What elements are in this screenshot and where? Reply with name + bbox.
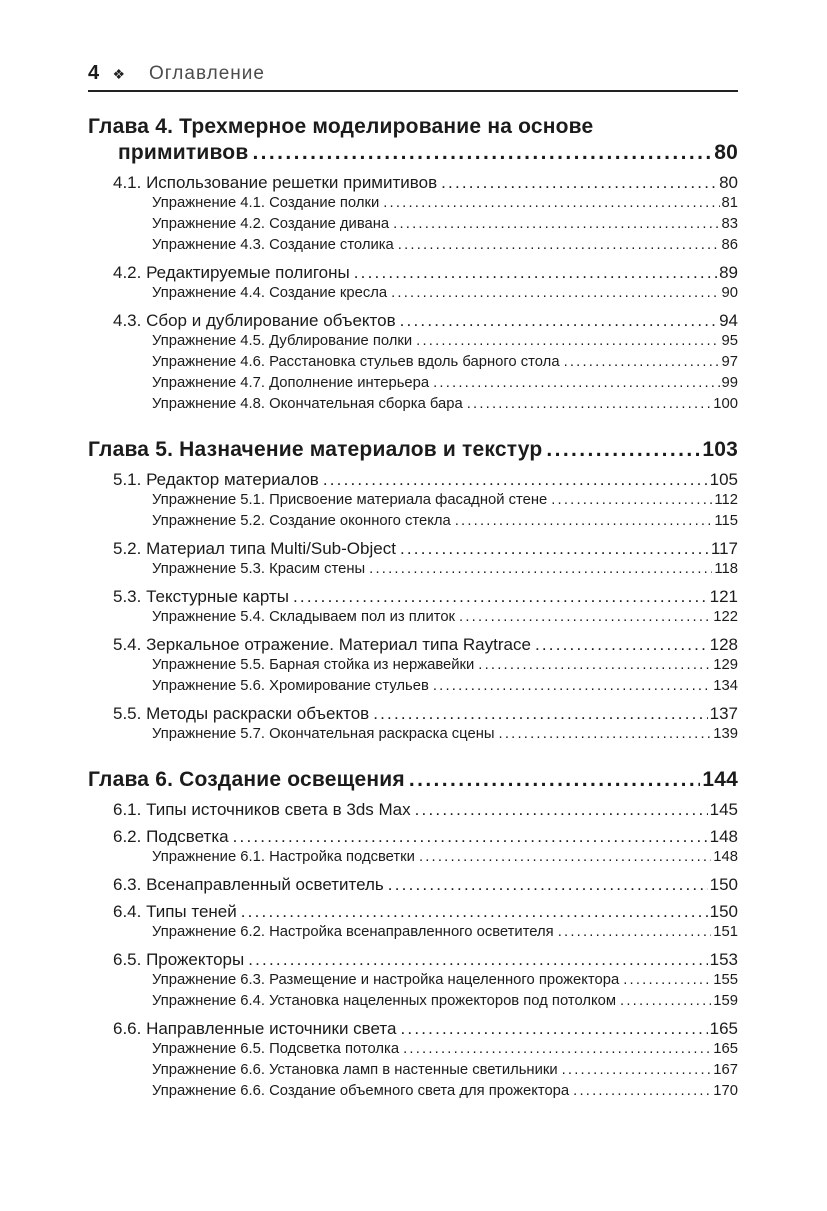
toc-entry-section [113,949,738,970]
toc-entry-page-number: 144 [702,768,738,791]
toc-entry-exercise [152,559,738,580]
toc-entry-section [113,826,738,847]
toc-entry-title: 6.1. Типы источников света в 3ds Max [113,800,411,819]
toc-entry-title: Упражнение 4.1. Создание полки [152,195,380,211]
toc-entry-title: Упражнение 5.7. Окончательная раскраска сцены [152,726,495,742]
dot-leader [406,767,701,793]
toc-entry-title: Упражнение 6.6. Установка ламп в настенные светильники [152,1062,558,1078]
dot-leader [620,970,711,991]
dot-leader [543,437,700,463]
toc-entry-section [113,799,738,820]
toc-entry-section [113,172,738,193]
toc-entry-exercise [152,1081,738,1102]
toc-entry-chapter [88,437,738,463]
toc-entry-page-number: 150 [709,875,738,894]
toc-entry-title: Упражнение 5.3. Красим стены [152,561,366,577]
dot-leader [249,140,712,166]
dot-leader [370,703,707,724]
toc-entry-title: Упражнение 5.2. Создание оконного стекла [152,513,451,529]
toc-entry-page-number: 129 [713,657,738,673]
toc-entry-page-number: 83 [721,216,738,232]
toc-entry-page-number: 148 [709,827,738,846]
toc-entry-title: 4.1. Использование решетки примитивов [113,173,438,192]
toc-entry-title: Упражнение 4.3. Создание столика [152,237,394,253]
dot-leader [430,373,719,394]
diamond-separator-icon: ❖ [112,66,125,82]
dot-leader [532,634,708,655]
toc-entry-page-number: 153 [709,950,738,969]
dot-leader [385,874,708,895]
dot-leader [456,607,711,628]
dot-leader [397,1018,707,1039]
toc-entry-section [113,310,738,331]
toc-entry-title: 5.3. Текстурные карты [113,587,289,606]
toc-entry-title: 6.3. Всенаправленный осветитель [113,875,384,894]
toc-entry-title: 6.5. Прожекторы [113,950,245,969]
toc-entry-page-number: 97 [721,354,738,370]
dot-leader [366,559,712,580]
toc-entry-page-number: 155 [713,972,738,988]
toc-entry-title: Упражнение 4.2. Создание дивана [152,216,390,232]
toc-entry-page-number: 165 [709,1019,738,1038]
toc-entry-section [113,901,738,922]
toc-entry-page-number: 86 [721,237,738,253]
dot-leader [388,283,719,304]
toc-entry-exercise [152,283,738,304]
toc-entry-title: Упражнение 4.7. Дополнение интерьера [152,375,430,391]
toc-entry-exercise [152,352,738,373]
toc-entry-title: Упражнение 6.5. Подсветка потолка [152,1041,400,1057]
dot-leader [320,469,708,490]
toc-entry-page-number: 121 [709,587,738,606]
toc-entry-chapter [88,114,738,166]
toc-entry-page-number: 122 [713,609,738,625]
toc-entry-title: 4.3. Сбор и дублирование объектов [113,311,396,330]
toc-entry-title: 5.5. Методы раскраски объектов [113,704,370,723]
toc-entry-title: Упражнение 6.6. Создание объемного света для прожектора [152,1083,570,1099]
toc-entry-exercise [152,970,738,991]
toc-entry-page-number: 137 [709,704,738,723]
toc-entry-page-number: 134 [713,678,738,694]
dot-leader [548,490,712,511]
page-header [88,62,738,85]
toc-entry-section [113,262,738,283]
dot-leader [430,676,711,697]
toc-entry-page-number: 139 [713,726,738,742]
dot-leader [290,586,708,607]
toc-entry-page-number: 94 [719,311,738,330]
table-of-contents [88,114,738,1102]
toc-entry-section [113,634,738,655]
dot-leader [245,949,707,970]
toc-entry-title: Упражнение 5.6. Хромирование стульев [152,678,429,694]
toc-entry-page-number: 118 [714,561,738,577]
toc-entry-exercise [152,1060,738,1081]
toc-entry-title: Упражнение 5.4. Складываем пол из плиток [152,609,456,625]
dot-leader [561,352,720,373]
toc-entry-title-line2: примитивов [118,141,249,164]
toc-entry-title: 6.6. Направленные источники света [113,1019,397,1038]
toc-entry-section [113,874,738,895]
toc-entry-exercise [152,922,738,943]
toc-entry-exercise [152,607,738,628]
toc-entry-exercise [152,655,738,676]
header-rule [88,90,738,92]
toc-entry-exercise [152,1039,738,1060]
toc-entry-chapter [88,767,738,793]
dot-leader [475,655,711,676]
toc-entry-section [113,469,738,490]
toc-entry-title: Упражнение 6.2. Настройка всенаправленного осветителя [152,924,554,940]
toc-entry-exercise [152,511,738,532]
toc-entry-exercise [152,373,738,394]
page-number: 4 [88,62,100,84]
dot-leader [559,1060,712,1081]
dot-leader [400,1039,711,1060]
toc-entry-title: Упражнение 6.4. Установка нацеленных прожекторов под потолком [152,993,617,1009]
toc-entry-section [113,1018,738,1039]
dot-leader [390,214,719,235]
toc-entry-exercise [152,214,738,235]
toc-entry-page-number: 105 [709,470,738,489]
toc-entry-page-number: 165 [713,1041,738,1057]
toc-entry-title: Упражнение 5.5. Барная стойка из нержавейки [152,657,475,673]
toc-entry-section [113,703,738,724]
toc-entry-page-number: 151 [713,924,738,940]
dot-leader [397,310,717,331]
dot-leader [570,1081,711,1102]
toc-entry-title: 5.1. Редактор материалов [113,470,319,489]
toc-entry-page-number: 117 [710,539,738,558]
toc-entry-page-number: 167 [713,1062,738,1078]
toc-entry-page-number: 112 [714,492,738,508]
toc-entry-page-number: 145 [709,800,738,819]
toc-entry-title: Глава 5. Назначение материалов и текстур [88,438,543,461]
toc-entry-title: Упражнение 6.1. Настройка подсветки [152,849,415,865]
toc-entry-title: 5.2. Материал типа Multi/Sub-Object [113,539,396,558]
dot-leader [230,826,708,847]
toc-entry-page-number: 90 [721,285,738,301]
dot-leader [238,901,708,922]
toc-entry-section [113,538,738,559]
dot-leader [452,511,713,532]
dot-leader [395,235,720,256]
toc-entry-page-number: 148 [713,849,738,865]
toc-entry-exercise [152,676,738,697]
toc-entry-title: Упражнение 4.8. Окончательная сборка бара [152,396,463,412]
toc-entry-section [113,586,738,607]
dot-leader [438,172,717,193]
toc-entry-page-number: 103 [702,438,738,461]
toc-entry-page-number: 170 [713,1083,738,1099]
toc-entry-title: 6.4. Типы теней [113,902,237,921]
toc-entry-exercise [152,490,738,511]
toc-entry-title: 5.4. Зеркальное отражение. Материал типа Raytrace [113,635,531,654]
toc-entry-page-number: 89 [719,263,738,282]
dot-leader [617,991,711,1012]
toc-entry-page-number: 80 [719,173,738,192]
toc-entry-exercise [152,847,738,868]
toc-entry-title-line1: Глава 4. Трехмерное моделирование на основе [88,115,594,138]
toc-entry-page-number: 159 [713,993,738,1009]
toc-entry-title: Упражнение 5.1. Присвоение материала фасадной стене [152,492,548,508]
toc-entry-title: 4.2. Редактируемые полигоны [113,263,350,282]
toc-entry-page-number: 99 [721,375,738,391]
toc-entry-page-number: 150 [709,902,738,921]
dot-leader [413,331,719,352]
toc-entry-title: Глава 6. Создание освещения [88,768,405,791]
dot-leader [416,847,711,868]
dot-leader [380,193,719,214]
toc-entry-exercise [152,724,738,745]
toc-entry-exercise [152,394,738,415]
dot-leader [397,538,709,559]
toc-entry-title: Упражнение 6.3. Размещение и настройка нацеленного прожектора [152,972,620,988]
toc-entry-title: Упражнение 4.5. Дублирование полки [152,333,413,349]
toc-entry-exercise [152,235,738,256]
toc-entry-page-number: 115 [714,513,738,529]
toc-entry-page-number: 95 [721,333,738,349]
dot-leader [496,724,712,745]
toc-entry-page-number: 80 [714,141,738,164]
running-head-title: Оглавление [149,63,265,84]
toc-entry-page-number: 100 [713,396,738,412]
toc-entry-exercise [152,991,738,1012]
toc-entry-title: 6.2. Подсветка [113,827,229,846]
toc-entry-page-number: 128 [709,635,738,654]
toc-entry-title: Упражнение 4.6. Расстановка стульев вдоль барного стола [152,354,560,370]
toc-entry-exercise [152,331,738,352]
toc-entry-page-number: 81 [721,195,738,211]
dot-leader [464,394,712,415]
toc-entry-exercise [152,193,738,214]
toc-entry-title: Упражнение 4.4. Создание кресла [152,285,388,301]
dot-leader [555,922,712,943]
dot-leader [412,799,708,820]
dot-leader [351,262,717,283]
